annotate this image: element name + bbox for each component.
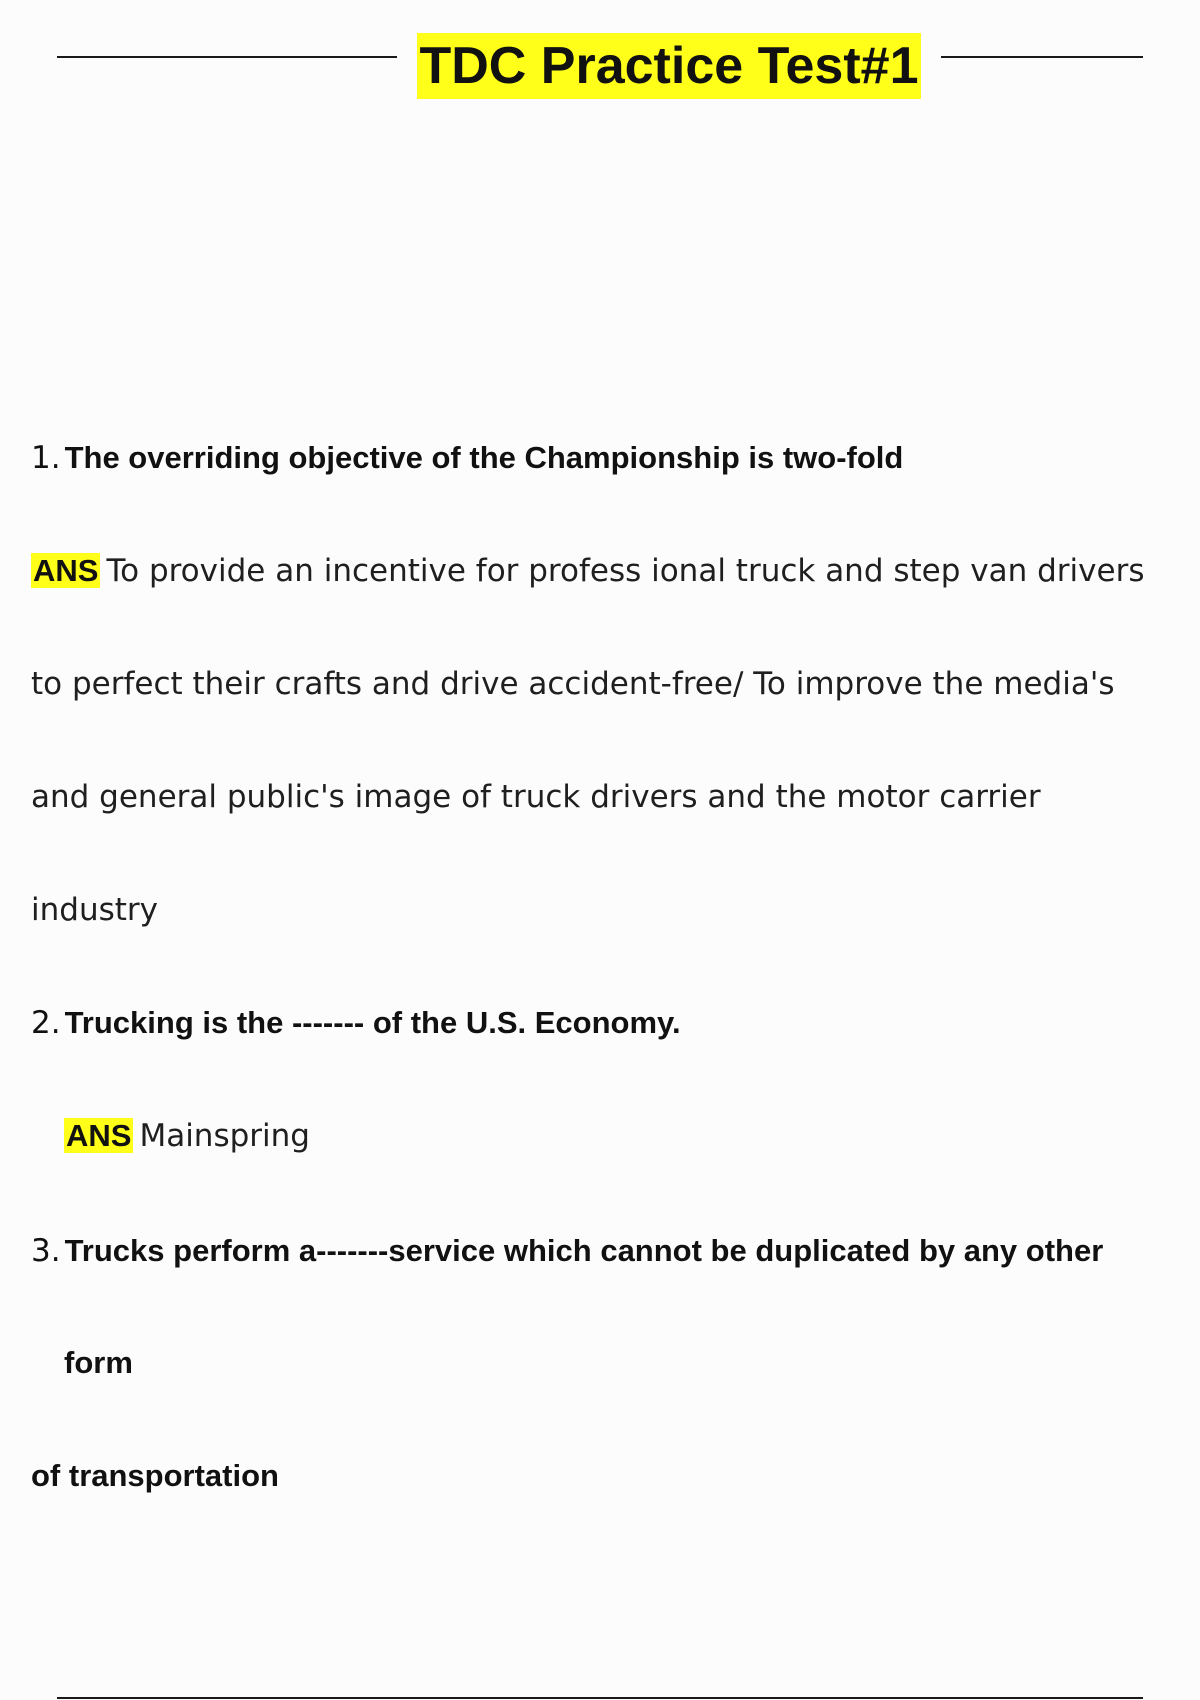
question-1: [31, 438, 903, 478]
answer-1-line-1: [31, 551, 1144, 597]
answer-1-line-2: to perfect their crafts and drive accident-free/ To improve the media's: [31, 666, 1115, 702]
question-number: 3.: [31, 1233, 61, 1269]
title-block: [397, 33, 941, 99]
bottom-rule: [57, 1697, 1143, 1699]
answer-label: ANS: [33, 553, 99, 588]
question-3-line-3: of transportation: [31, 1458, 279, 1493]
question-number: 1.: [31, 440, 61, 476]
answer-1-line-3: and general public's image of truck drivers and the motor carrier: [31, 779, 1041, 815]
answer-label: ANS: [66, 1118, 132, 1153]
question-text: The overriding objective of the Championship is two-fold: [64, 440, 904, 475]
answer-text: Mainspring: [139, 1118, 310, 1154]
answer-2: [64, 1116, 310, 1162]
answer-1-line-4: industry: [31, 892, 158, 928]
question-text: Trucking is the ------- of the U.S. Economy.: [64, 1005, 681, 1040]
question-3: [31, 1231, 1103, 1271]
answer-text: To provide an incentive for profess ional truck and step van drivers: [106, 553, 1145, 589]
question-2: [31, 1003, 681, 1043]
question-3-line-2: form: [64, 1345, 133, 1380]
question-text: Trucks perform a-------service which cannot be duplicated by any other: [64, 1233, 1104, 1268]
question-number: 2.: [31, 1005, 61, 1041]
document-title: TDC Practice Test#1: [417, 33, 920, 99]
